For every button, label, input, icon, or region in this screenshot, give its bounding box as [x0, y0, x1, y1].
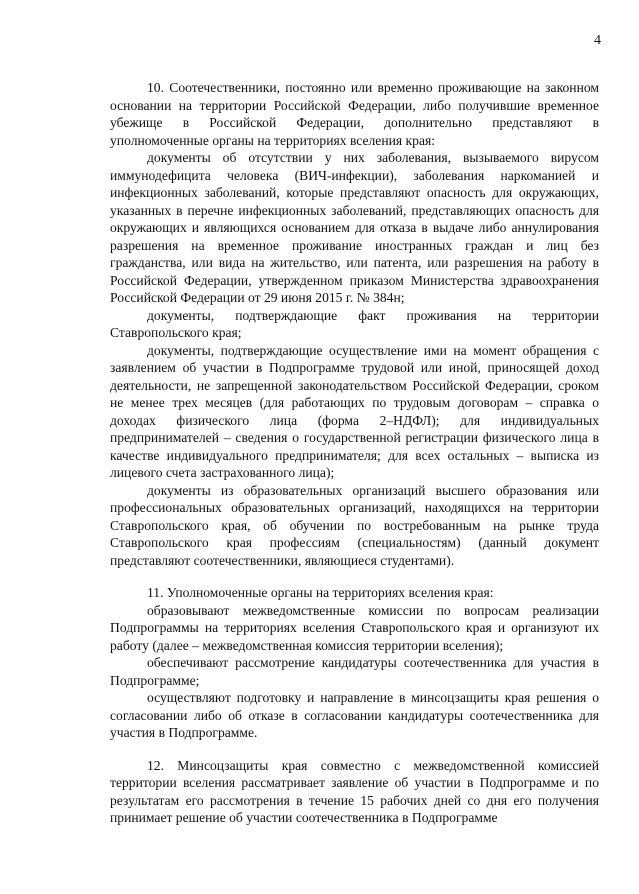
section-11-paragraph-3: осуществляют подготовку и направление в минсоцзащиты края решения о согласовании либо об отказе в согласовании кандидатуры соотечественника для участия в Подпрограмме.: [110, 690, 599, 740]
section-spacer: [110, 742, 599, 757]
section-11-paragraph-2: обеспечивают рассмотрение кандидатуры соотечественника для участия в Подпрограмме;: [110, 655, 599, 688]
section-10-paragraph-2: документы, подтверждающие факт проживания на территории Ставропольского края;: [110, 307, 599, 340]
section-10-paragraph-1: документы об отсутствии у них заболевания, вызываемого вирусом иммунодефицита человека (ВИЧ-инфекции), заболевания наркоманией и инфекционных заболеваний, которые представляют опасность для окружающих, указанных в перечне инфекционных заболеваний, представляющих опасность для окружающих и являющихся основанием для отказа в выдаче либо аннулирования разрешения на временное проживание иностранных граждан и лиц без гражданства, или вида на жительство, или патента, или разрешения на работу в Российской Федерации, утвержденном приказом Министерства здравоохранения Российской Федерации от 29 июня 2015 г. № 384н;: [110, 150, 599, 305]
section-12-heading: 12. Минсоцзащиты края совместно с межведомственной комиссией территории вселения рассматривает заявление об участии в Подпрограмме и по результатам его рассмотрения в течение 15 рабочих дней со дня его получения принимает решение об участии соотечественника в Подпрограмме: [110, 757, 599, 825]
section-spacer: [110, 569, 599, 584]
section-10-heading: 10. Соотечественники, постоянно или временно проживающие на законном основании на территории Российской Федерации, либо получившие временное убежище в Российской Федерации, дополнительно представляют в уполномоченные органы на территориях вселения края:: [110, 80, 599, 148]
section-10-paragraph-3: документы, подтверждающие осуществление ими на момент обращения с заявлением об участии в Подпрограмме трудовой или иной, приносящей доход деятельности, не запрещенной законодательством Российской Федерации, сроком не менее трех месяцев (для работающих по трудовым договорам – справка о доходах физического лица (форма 2–НДФЛ); для индивидуальных предпринимателей – сведения о государственной регистрации физического лица в качестве индивидуального предпринимателя; для всех остальных – выписка из лицевого счета застрахованного лица);: [110, 342, 599, 480]
section-10-paragraph-4: документы из образовательных организаций высшего образования или профессиональных образовательных организаций, находящихся на территории Ставропольского края, об обучении по востребованным на рынке труда Ставропольского края профессиям (специальностям) (данный документ представляют соотечественники, являющиеся студентами).: [110, 482, 599, 568]
document-body: [110, 79, 599, 827]
section-11-paragraph-1: образовывают межведомственные комиссии по вопросам реализации Подпрограммы на территориях вселения Ставропольского края и организуют их работу (далее – межведомственная комиссия территории вселения);: [110, 602, 599, 653]
section-11-heading: 11. Уполномоченные органы на территориях вселения края:: [147, 585, 494, 600]
page-number: 4: [594, 33, 601, 48]
